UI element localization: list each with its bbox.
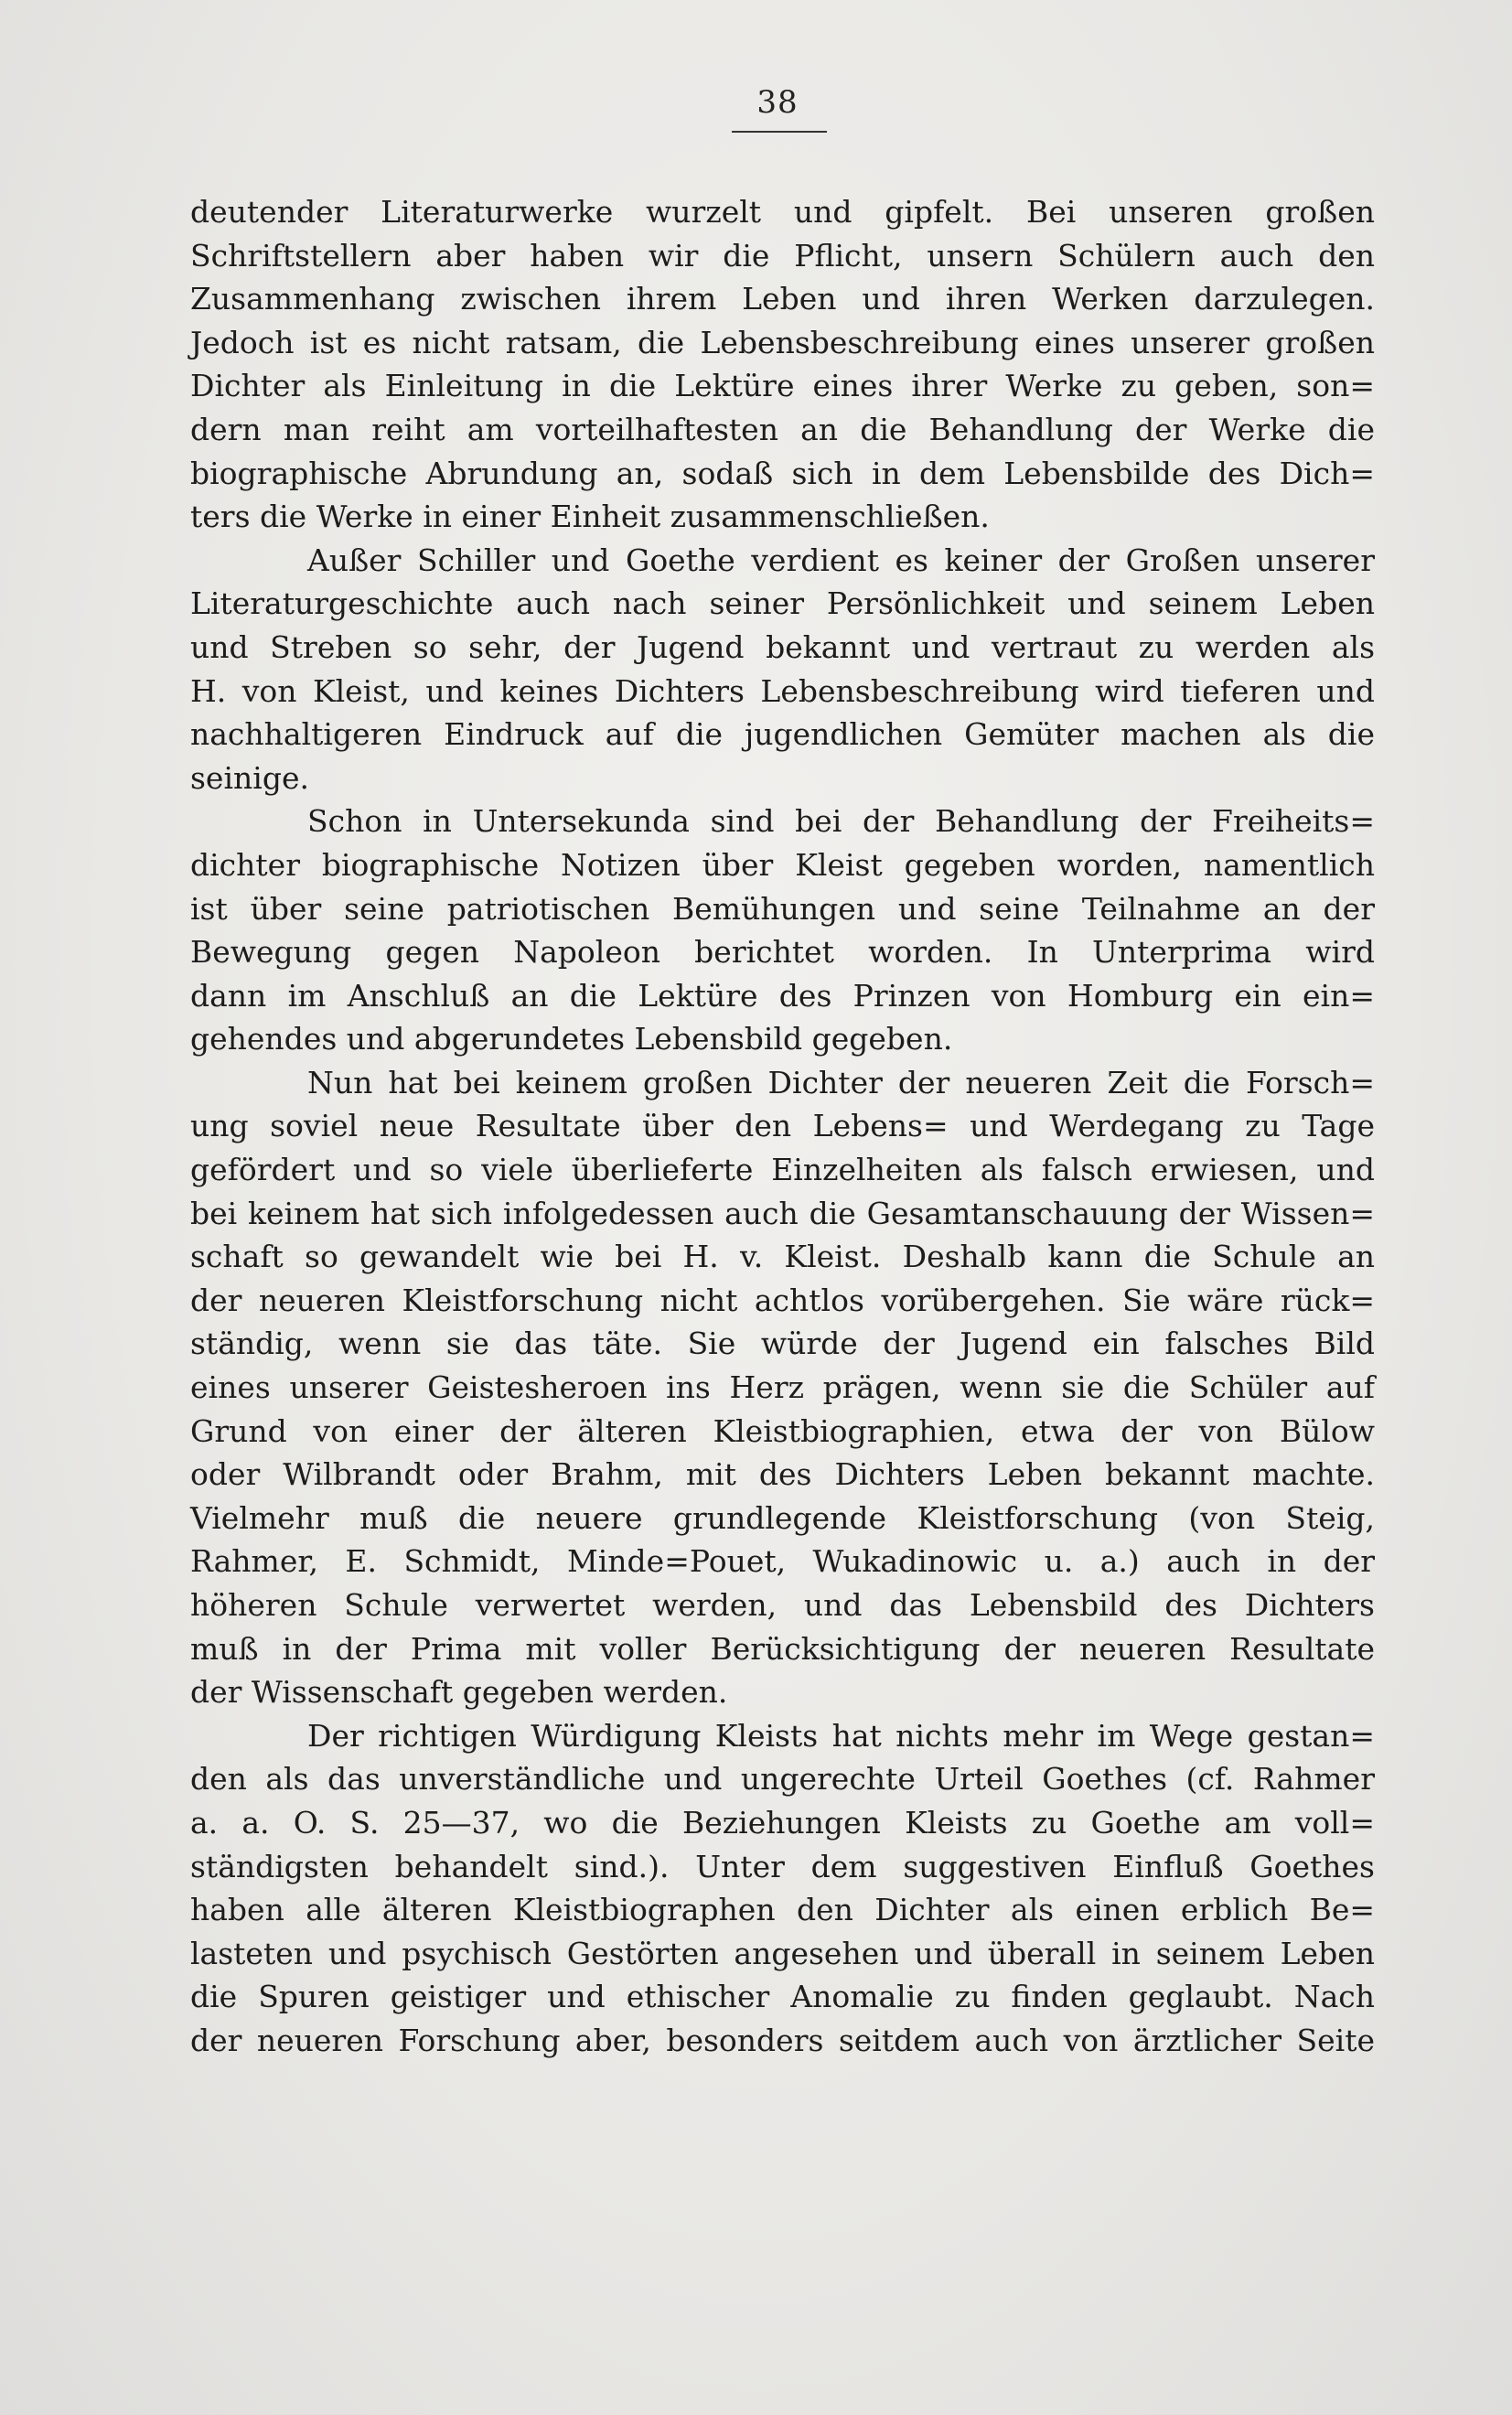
text-line: Außer Schiller und Goethe verdient es keiner der Großen unserer [307,542,1375,578]
text-line: dichter biographische Notizen über Kleist gegeben worden, namentlich [190,846,1375,883]
text-line: bei keinem hat sich infolgedessen auch die Gesamtanschauung der Wissen= [190,1195,1375,1231]
body-text [190,190,1375,2063]
text-line: haben alle älteren Kleistbiographen den Dichter als einen erblich Be= [190,1892,1375,1928]
text-line: Zusammenhang zwischen ihrem Leben und ihren Werken darzulegen. [190,281,1375,317]
paragraph-1 [190,190,1375,539]
text-line: deutender Literaturwerke wurzelt und gipfelt. Bei unseren großen [190,194,1375,230]
text-line: lasteten und psychisch Gestörten angesehen und überall in seinem Leben [190,1935,1375,1971]
paragraph-2 [190,539,1375,800]
text-line: und Streben so sehr, der Jugend bekannt und vertraut zu werden als [190,628,1375,665]
text-line: Literaturgeschichte auch nach seiner Persönlichkeit und seinem Leben [190,585,1375,622]
text-line: der Wissenschaft gegeben werden. [190,1674,728,1711]
text-line: Jedoch ist es nicht ratsam, die Lebensbeschreibung eines unserer großen [190,324,1375,360]
text-line: ist über seine patriotischen Bemühungen und seine Teilnahme an der [190,890,1375,927]
text-line: dern man reiht am vorteilhaftesten an die Behandlung der Werke die [190,411,1375,447]
text-line: schaft so gewandelt wie bei H. v. Kleist. Deshalb kann die Schule an [190,1239,1375,1275]
text-line: ung soviel neue Resultate über den Lebens= und Werdegang zu Tage [190,1108,1375,1144]
paragraph-3 [190,800,1375,1061]
text-line: die Spuren geistiger und ethischer Anomalie zu finden geglaubt. Nach [190,1979,1375,2015]
text-line: Der richtigen Würdigung Kleists hat nichts mehr im Wege gestan= [307,1717,1375,1754]
text-line: gefördert und so viele überlieferte Einzelheiten als falsch erwiesen, und [190,1152,1375,1188]
text-line: oder Wilbrandt oder Brahm, mit des Dichters Leben bekannt machte. [190,1456,1375,1493]
text-line: den als das unverständliche und ungerechte Urteil Goethes (cf. Rahmer [190,1761,1375,1798]
text-line: gehendes und abgerundetes Lebensbild gegeben. [190,1021,953,1057]
text-line: nachhaltigeren Eindruck auf die jugendlichen Gemüter machen als die [190,716,1375,753]
text-line: Grund von einer der älteren Kleistbiographien, etwa der von Bülow [190,1412,1375,1449]
text-line: muß in der Prima mit voller Berücksichtigung der neueren Resultate [190,1630,1375,1667]
page-number: 38 [756,84,799,121]
text-line: seinige. [190,759,309,796]
text-line: Vielmehr muß die neuere grundlegende Kleistforschung (von Steig, [190,1499,1375,1536]
page-number-rule [732,131,827,133]
text-line: eines unserer Geistesheroen ins Herz prägen, wenn sie die Schüler auf [190,1369,1375,1406]
text-line: Bewegung gegen Napoleon berichtet worden. In Unterprima wird [190,934,1375,971]
text-line: Rahmer, E. Schmidt, Minde=Pouet, Wukadinowic u. a.) auch in der [190,1543,1375,1580]
text-line: a. a. O. S. 25—37, wo die Beziehungen Kleists zu Goethe am voll= [190,1804,1375,1841]
text-line: höheren Schule verwertet werden, und das Lebensbild des Dichters [190,1587,1375,1623]
text-line: ters die Werke in einer Einheit zusammenschließen. [190,499,990,535]
text-line: der neueren Forschung aber, besonders seitdem auch von ärztlicher Seite [190,2022,1375,2058]
paragraph-4 [190,1061,1375,1714]
text-line: ständigsten behandelt sind.). Unter dem suggestiven Einfluß Goethes [190,1848,1375,1884]
text-line: biographische Abrundung an, sodaß sich in dem Lebensbilde des Dich= [190,455,1375,491]
text-line: Schon in Untersekunda sind bei der Behandlung der Freiheits= [307,803,1375,840]
text-line: Schriftstellern aber haben wir die Pflicht, unsern Schülern auch den [190,237,1375,274]
text-line: Dichter als Einleitung in die Lektüre eines ihrer Werke zu geben, son= [190,368,1375,404]
text-line: Nun hat bei keinem großen Dichter der neueren Zeit die Forsch= [307,1064,1375,1100]
text-line: ständig, wenn sie das täte. Sie würde der Jugend ein falsches Bild [190,1326,1375,1362]
text-line: dann im Anschluß an die Lektüre des Prinzen von Homburg ein ein= [190,977,1375,1014]
text-line: H. von Kleist, und keines Dichters Lebensbeschreibung wird tieferen und [190,672,1375,709]
paragraph-5 [190,1714,1375,2063]
text-line: der neueren Kleistforschung nicht achtlos vorübergehen. Sie wäre rück= [190,1282,1375,1318]
